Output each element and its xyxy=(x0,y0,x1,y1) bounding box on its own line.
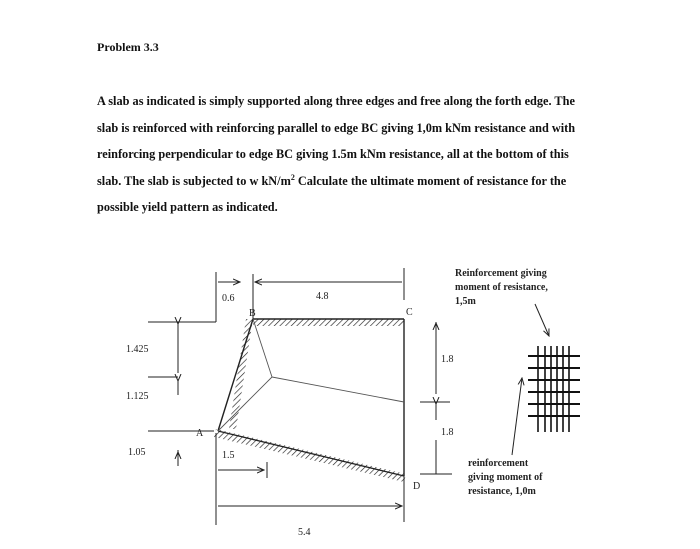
dim-right-1: 1.8 xyxy=(441,354,454,365)
dim-bottom-length: 5.4 xyxy=(298,527,311,538)
statement-line-1: A slab as indicated is simply supported along three edges and free along the forth edge. The xyxy=(97,94,575,108)
point-label-b: B xyxy=(249,308,256,319)
annotation-lower-line-2: giving moment of xyxy=(468,472,543,483)
squared-superscript: 2 xyxy=(290,172,295,182)
annotation-upper-line-2: moment of resistance, xyxy=(455,282,548,293)
annotation-upper-line-1: Reinforcement giving xyxy=(455,268,547,279)
annotation-upper-line-3: 1,5m xyxy=(455,296,476,307)
statement-line-5: possible yield pattern as indicated. xyxy=(97,200,278,215)
dim-left-1: 1.425 xyxy=(126,344,149,355)
statement-line-3: reinforcing perpendicular to edge BC giving 1.5m kNm resistance, all at the bottom of this xyxy=(97,147,569,162)
annotation-lower-line-1: reinforcement xyxy=(468,458,529,469)
problem-title: Problem 3.3 xyxy=(97,40,159,54)
dim-right-2: 1.8 xyxy=(441,427,454,438)
point-label-c: C xyxy=(406,307,413,318)
dim-top-offset: 0.6 xyxy=(222,293,235,304)
point-label-d: D xyxy=(413,481,421,492)
dim-bottom-offset: 1.5 xyxy=(222,450,235,461)
statement-line-4-tail: Calculate the ultimate moment of resistance for the xyxy=(294,173,567,188)
dim-left-3: 1.05 xyxy=(128,447,146,458)
annotation-lower-line-3: resistance, 1,0m xyxy=(468,486,536,497)
point-label-a: A xyxy=(196,428,204,439)
reinforcement-mesh-icon xyxy=(528,346,580,432)
support-hatch-top xyxy=(253,319,404,326)
dim-left-2: 1.125 xyxy=(126,391,149,402)
statement-line-2: slab is reinforced with reinforcing parallel to edge BC giving 1,0m kNm resistance and with xyxy=(97,120,576,135)
support-hatch-left xyxy=(229,319,253,429)
statement-line-4-head: slab. The slab is subjected to w kN/m xyxy=(97,173,291,188)
annotation-upper-arrow xyxy=(535,304,549,336)
dim-top-length: 4.8 xyxy=(316,291,329,302)
annotation-lower-arrow xyxy=(512,378,522,455)
